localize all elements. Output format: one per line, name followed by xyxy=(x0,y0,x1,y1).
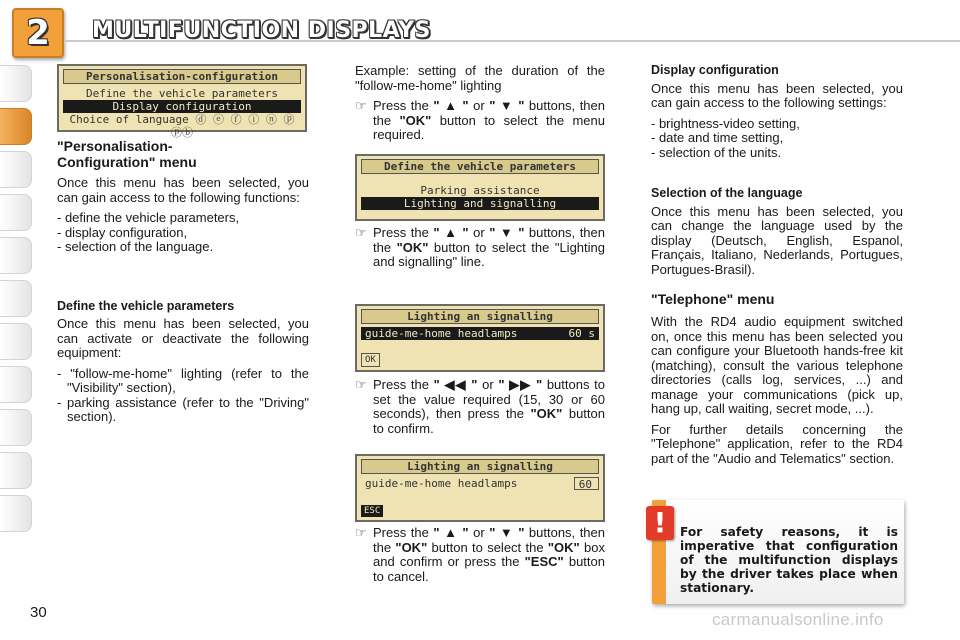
list-item: - define the vehicle parameters, xyxy=(57,211,309,226)
column-right xyxy=(651,63,903,472)
screen-ok-box: OK xyxy=(361,353,380,367)
instruction-3 xyxy=(355,378,605,436)
side-tab-1[interactable] xyxy=(0,65,32,102)
instruction-2 xyxy=(355,226,605,270)
instruction-text: Press the " ◀◀ " or " ▶▶ " buttons to set the value required (15, 30 or 60 seconds), then press the "OK" button to confirm. xyxy=(373,377,605,436)
list-item: - display configuration, xyxy=(57,226,309,241)
page-number: 30 xyxy=(30,604,47,621)
side-tab-7[interactable] xyxy=(0,323,32,360)
example-text: Example: setting of the duration of the "follow-me-home" lighting xyxy=(355,63,605,93)
list-item: - parking assistance (refer to the "Driving" section). xyxy=(57,396,309,425)
warning-icon: ! xyxy=(646,506,674,540)
display-settings-list xyxy=(651,117,903,161)
side-tab-9[interactable] xyxy=(0,409,32,446)
personalisation-menu-heading: "Personalisation-Configuration" menu xyxy=(57,138,197,170)
side-tab-5[interactable] xyxy=(0,237,32,274)
screen-title: Lighting an signalling xyxy=(361,459,599,474)
screen-personalisation xyxy=(57,64,307,139)
telephone-menu-heading: "Telephone" menu xyxy=(651,291,775,307)
pointing-hand-icon: ☞ xyxy=(355,525,367,540)
define-vehicle-heading: Define the vehicle parameters xyxy=(57,298,235,313)
side-tab-4[interactable] xyxy=(0,194,32,231)
screen-line-selected: Display configuration xyxy=(63,100,301,113)
display-config-heading: Display configuration xyxy=(651,63,779,77)
screen-line: Choice of language ⓓ ⓔ ⓕ ⓘ ⓝ ⓟ ⓟⓑ xyxy=(69,113,295,139)
instruction-4 xyxy=(355,526,605,584)
define-vehicle-intro: Once this menu has been selected, you can activate or deactivate the following equipment: xyxy=(57,316,309,360)
pointing-hand-icon: ☞ xyxy=(355,98,367,113)
instruction-text: Press the " ▲ " or " ▼ " buttons, then the "OK" button to select the "OK" box and confirm or press the "ESC" button to cancel. xyxy=(373,525,606,584)
list-item: - selection of the units. xyxy=(651,146,903,161)
column-middle xyxy=(355,64,605,149)
instruction-3-block xyxy=(355,378,605,442)
screen-esc-box: ESC xyxy=(361,505,383,517)
side-tab-6[interactable] xyxy=(0,280,32,317)
display-config-intro: Once this menu has been selected, you can gain access to the following settings: xyxy=(651,80,903,110)
list-item: - brightness-video setting, xyxy=(651,117,903,132)
screen-line: Parking assistance xyxy=(420,184,540,197)
screen-title: Personalisation-configuration xyxy=(63,69,301,84)
side-tab-10[interactable] xyxy=(0,452,32,489)
screen-lighting-edit xyxy=(355,304,605,372)
column-left xyxy=(57,138,309,425)
list-item: - "follow-me-home" lighting (refer to the "Visibility" section), xyxy=(57,367,309,396)
language-heading: Selection of the language xyxy=(651,186,803,200)
telephone-further-text: For further details concerning the "Telephone" application, refer to the RD4 part of the "Audio and Telematics" section. xyxy=(651,421,903,466)
instruction-2-block xyxy=(355,226,605,276)
screen-define-vehicle xyxy=(355,154,605,221)
side-tab-2-active[interactable] xyxy=(0,108,32,145)
pointing-hand-icon: ☞ xyxy=(355,225,367,240)
list-item: - date and time setting, xyxy=(651,131,903,146)
side-tab-3[interactable] xyxy=(0,151,32,188)
duration-value: 60 s xyxy=(568,327,595,340)
safety-warning-text: For safety reasons, it is imperative that configuration of the multifunction displays by the driver takes place when stationary. xyxy=(680,525,898,595)
chapter-badge xyxy=(12,8,64,58)
instruction-1 xyxy=(355,99,605,143)
screen-line xyxy=(361,477,599,490)
page-title: MULTIFUNCTION DISPLAYS xyxy=(92,18,431,43)
instruction-text: Press the " ▲ " or " ▼ " buttons, then the "OK" button to select the "Lighting and signalling" line. xyxy=(373,225,605,269)
screen-line-selected: Lighting and signalling xyxy=(361,197,599,210)
side-tab-8[interactable] xyxy=(0,366,32,403)
screen-title: Lighting an signalling xyxy=(361,309,599,324)
screen-title: Define the vehicle parameters xyxy=(361,159,599,174)
side-tab-11[interactable] xyxy=(0,495,32,532)
instruction-4-block xyxy=(355,526,605,590)
screen-line-selected xyxy=(361,327,599,340)
language-text: Once this menu has been selected, you can change the language used by the display (Deutsch, English, Espanol, Français, Italiano, Nederlands, Portugues, Portugues-Brasil). xyxy=(651,203,903,277)
watermark: carmanualsonline.info xyxy=(712,610,884,629)
instruction-text: Press the " ▲ " or " ▼ " buttons, then the "OK" button to select the menu required. xyxy=(373,98,605,142)
pointing-hand-icon: ☞ xyxy=(355,377,367,392)
equipment-list xyxy=(57,367,309,425)
telephone-text: With the RD4 audio equipment switched on, once this menu has been selected you can configure your Bluetooth hands-free kit (matching), consult the various telephone directories (calls log, services, ...) and manage your communications (pick up, hang up, call waiting, secret mode, ...). xyxy=(651,314,903,416)
duration-value: 60 xyxy=(574,477,599,490)
personalisation-intro: Once this menu has been selected, you can gain access to the following functions: xyxy=(57,175,309,205)
list-item: - selection of the language. xyxy=(57,240,309,255)
function-list xyxy=(57,211,309,255)
screen-line: Define the vehicle parameters xyxy=(85,87,279,100)
checkbox-label: guide-me-home headlamps xyxy=(365,327,518,340)
checkbox-label: guide-me-home headlamps xyxy=(365,477,518,490)
chapter-number: 2 xyxy=(26,13,50,53)
side-tab-navigation xyxy=(0,65,32,538)
screen-lighting-confirm xyxy=(355,454,605,522)
